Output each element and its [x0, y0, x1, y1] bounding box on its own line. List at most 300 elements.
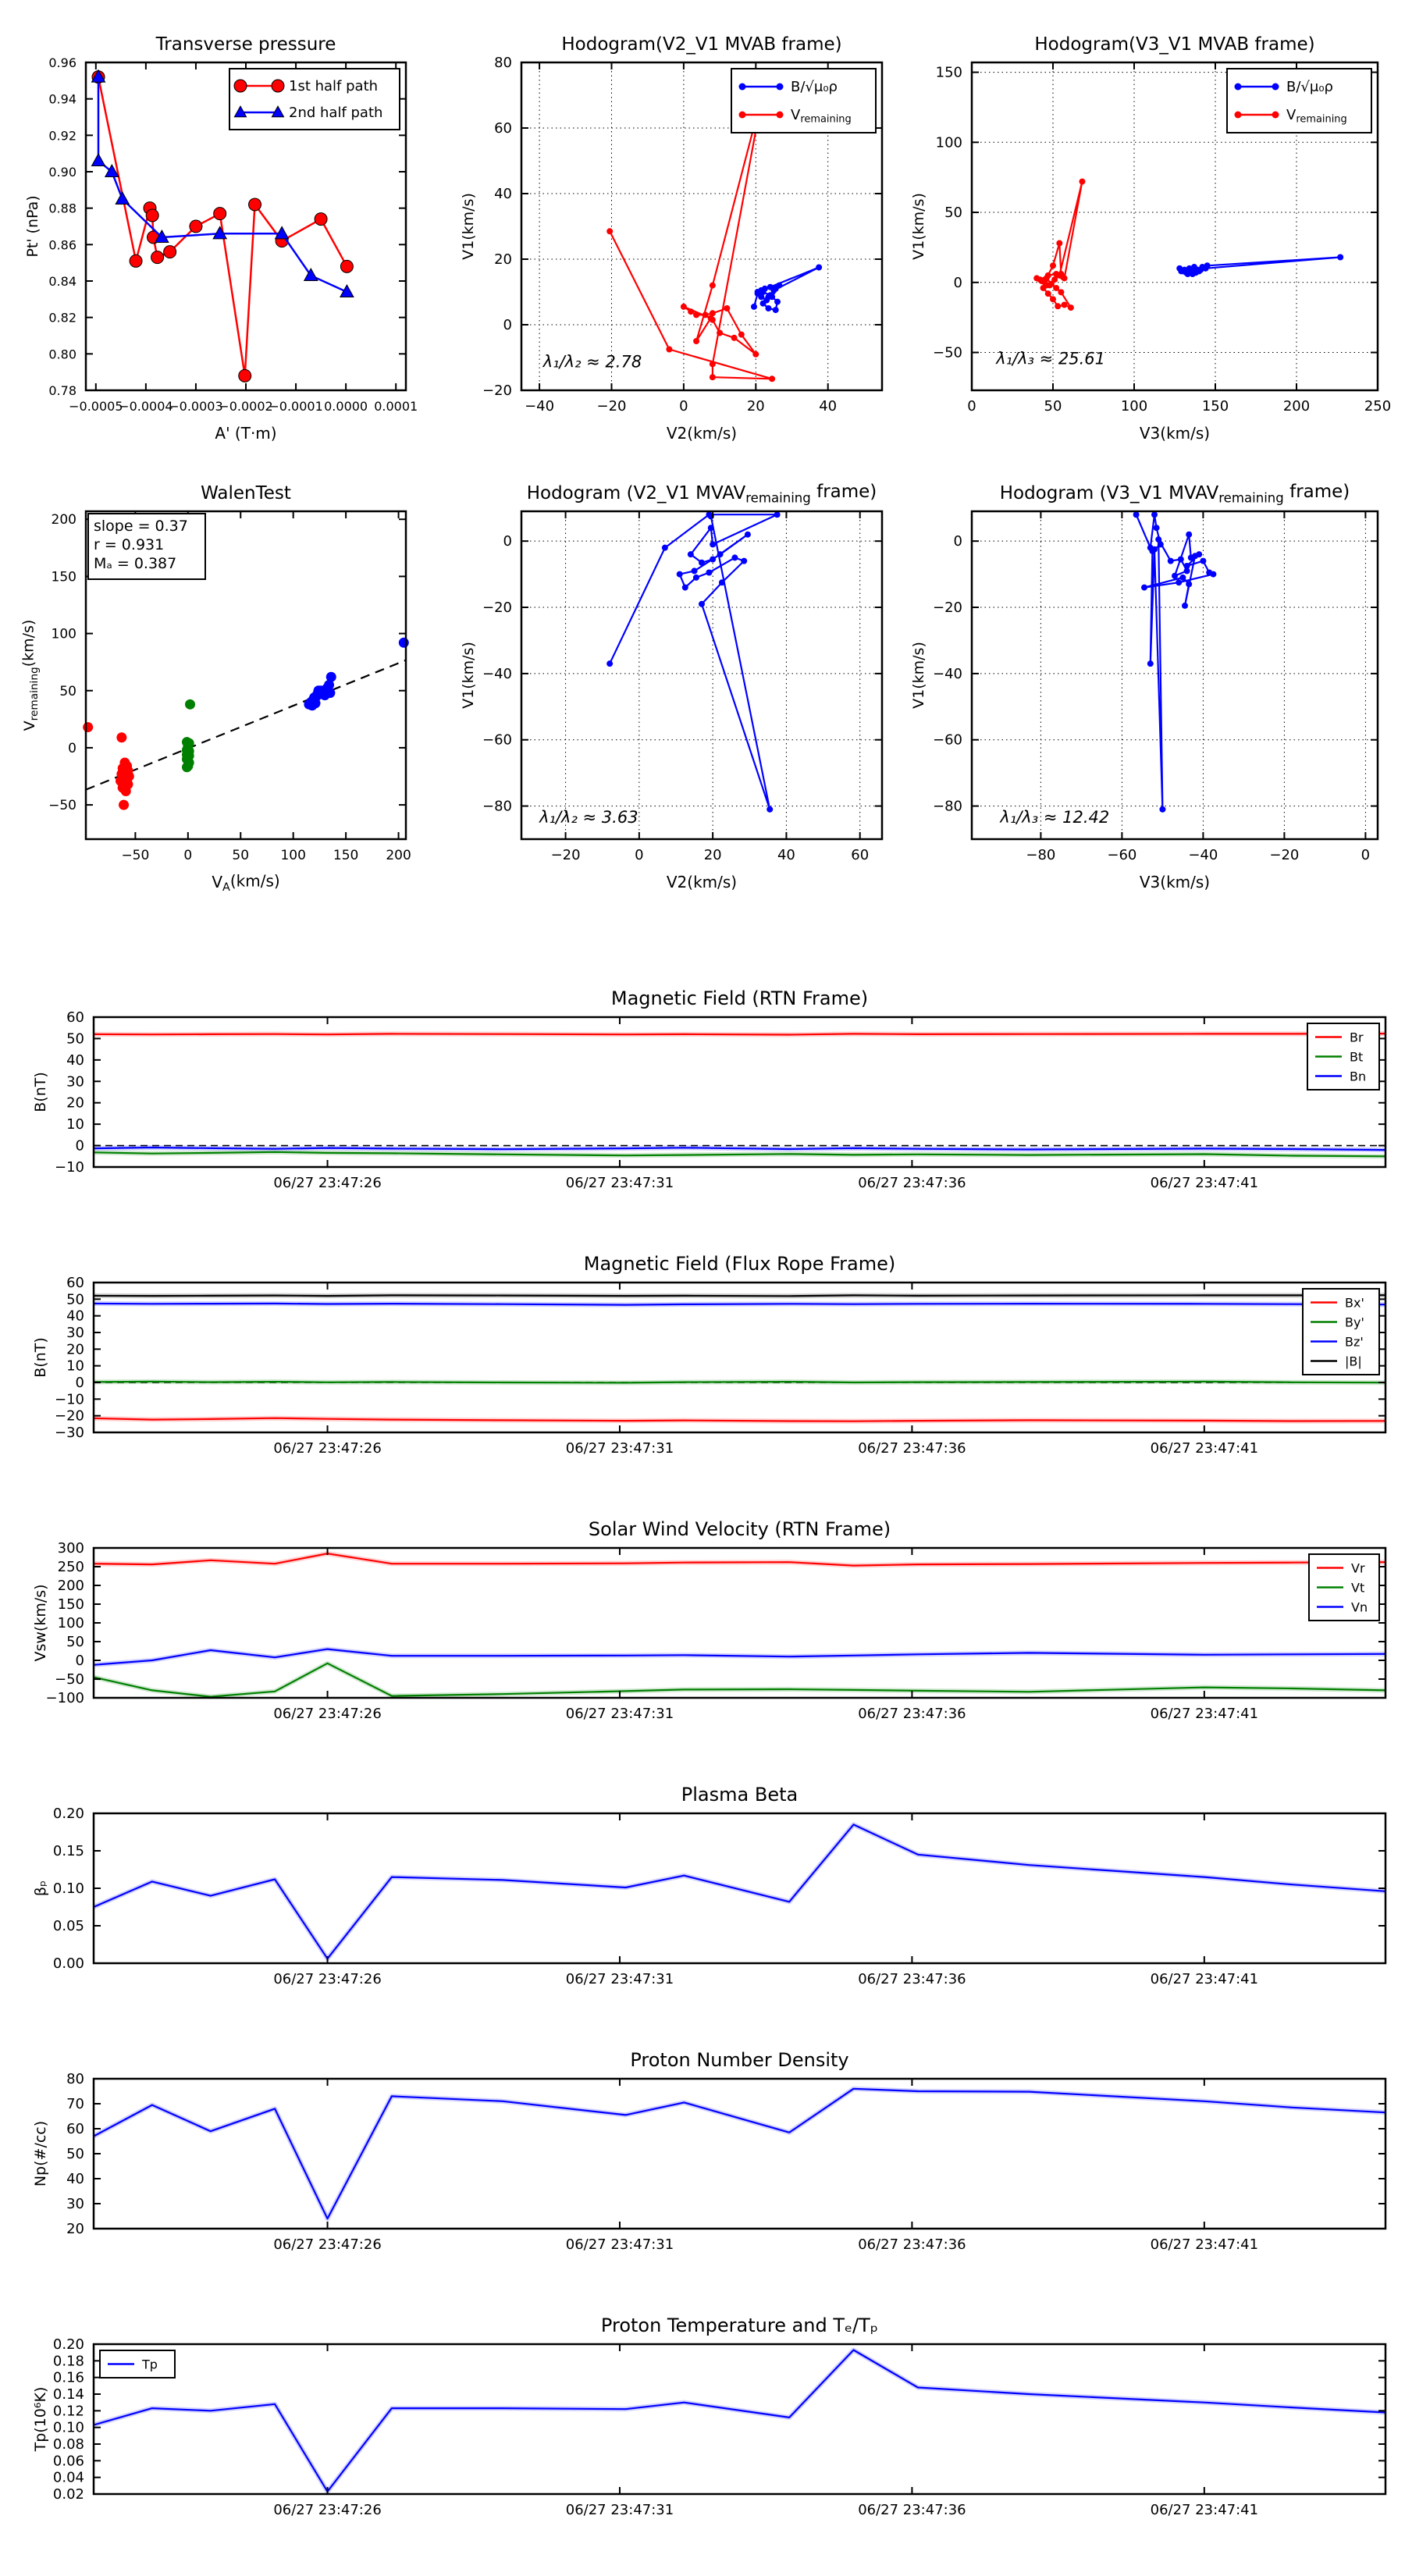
x-tick-label: 0.0000	[324, 399, 368, 414]
series-marker-V-remaining-path	[677, 571, 683, 578]
y-tick-label: 20	[66, 1341, 84, 1358]
series-marker-V-remaining	[1050, 262, 1056, 269]
y-tick-label: 300	[57, 1540, 84, 1557]
y-tick-label: 0.86	[48, 237, 76, 253]
series-marker-V-remaining	[1058, 289, 1064, 295]
y-tick-label: 0.00	[52, 1955, 84, 1972]
y-axis-label: Vsw(km/s)	[32, 1584, 49, 1662]
y-tick-label: 0	[953, 533, 962, 550]
x-tick-label: −20	[550, 847, 581, 863]
x-tick-label: −40	[1188, 847, 1218, 863]
x-tick-label: 06/27 23:47:31	[565, 1706, 674, 1722]
series-marker-V-remaining-path	[717, 551, 724, 557]
x-tick-label: 06/27 23:47:36	[858, 1175, 966, 1191]
x-axis-label: V2(km/s)	[666, 873, 738, 891]
series-marker-V-remaining-path	[682, 585, 688, 591]
y-axis-label: βₚ	[32, 1880, 49, 1897]
x-tick-label: 20	[746, 398, 765, 415]
plot-title: Hodogram(V3_V1 MVAB frame)	[1034, 34, 1315, 55]
series-marker-V-remaining	[717, 330, 723, 336]
y-tick-label: 30	[66, 1325, 84, 1341]
y-tick-label: 50	[59, 683, 76, 699]
y-tick-label: 100	[57, 1615, 84, 1631]
x-tick-label: 06/27 23:47:36	[858, 2502, 966, 2518]
y-tick-label: 20	[66, 2221, 84, 2237]
legend-label: B/√μ₀ρ	[791, 79, 838, 95]
series-marker-V-remaining-path	[1186, 532, 1192, 538]
legend-label: 2nd half path	[289, 105, 383, 121]
y-axis-label: $V_{remaining}(km/s)$	[20, 619, 41, 731]
y-tick-label: 0	[75, 1653, 84, 1669]
series-marker-V-remaining	[710, 310, 716, 316]
x-tick-label: 06/27 23:47:41	[1150, 1175, 1259, 1191]
y-tick-label: 0.20	[52, 2336, 84, 2353]
x-tick-label: 06/27 23:47:26	[273, 1971, 382, 1987]
series-marker-V-remaining	[724, 305, 730, 311]
series-marker-V-remaining	[1079, 179, 1085, 185]
series-marker-V-remaining	[1050, 296, 1056, 302]
series-marker-V-remaining-path	[767, 806, 773, 813]
x-tick-label: 06/27 23:47:31	[565, 1440, 674, 1457]
series-marker-1st-half-path	[239, 369, 251, 382]
y-tick-label: −50	[933, 344, 962, 361]
series-marker-first-interval	[121, 786, 131, 796]
x-tick-label: 06/27 23:47:36	[858, 1706, 966, 1722]
x-tick-label: 06/27 23:47:26	[273, 2502, 382, 2518]
x-tick-label: 0.0001	[374, 399, 418, 414]
legend-label: Tp	[142, 2357, 158, 2372]
series-marker-V-remaining-path	[1151, 511, 1158, 518]
series-marker-V-remaining	[1062, 302, 1068, 308]
series-marker-B-over-sqrt-mu0rho	[758, 294, 764, 300]
series-band-Vt	[94, 1663, 1385, 1697]
x-tick-label: 100	[280, 848, 306, 863]
x-tick-label: −50	[121, 848, 150, 863]
x-tick-label: 20	[703, 847, 722, 863]
series-marker-V-remaining	[1045, 272, 1051, 279]
legend-sample-marker	[234, 80, 247, 92]
y-tick-label: 0	[68, 740, 76, 756]
x-tick-label: 06/27 23:47:31	[565, 1175, 674, 1191]
legend	[1309, 1554, 1379, 1621]
series-marker-V-remaining-path	[1154, 525, 1160, 531]
eigenvalue-ratio-annotation: λ₁/λ₃ ≈ 25.61	[996, 349, 1106, 368]
x-tick-label: −60	[1107, 847, 1137, 863]
y-tick-label: 40	[66, 2171, 84, 2187]
y-axis-label: V1(km/s)	[460, 642, 477, 709]
x-tick-label: 0	[1361, 847, 1371, 863]
x-tick-label: 06/27 23:47:31	[565, 2236, 674, 2253]
y-tick-label: 0.90	[48, 165, 76, 180]
axes-spines	[94, 1548, 1385, 1698]
x-tick-label: 06/27 23:47:26	[273, 1440, 382, 1457]
series-marker-V-remaining	[1056, 240, 1062, 247]
series-marker-V-remaining	[688, 308, 694, 315]
y-tick-label: 200	[51, 512, 76, 528]
series-marker-B-over-sqrt-mu0rho	[763, 297, 770, 304]
y-tick-label: 0	[503, 533, 512, 550]
panel-proton-number-density	[32, 2049, 1385, 2253]
y-tick-label: 0.92	[48, 128, 76, 144]
y-tick-label: 0.04	[52, 2469, 84, 2486]
series-band-Vn	[94, 1649, 1385, 1665]
series-marker-V-remaining	[710, 283, 716, 289]
y-tick-label: 0.12	[52, 2403, 84, 2420]
y-tick-label: −40	[933, 665, 962, 682]
series-marker-first-interval	[83, 722, 93, 732]
y-tick-label: 50	[66, 1030, 84, 1048]
series-marker-V-remaining-path	[699, 560, 705, 566]
panel-hodogram-v2v1-mvav	[460, 482, 882, 891]
y-tick-label: 40	[494, 186, 512, 202]
y-tick-label: −20	[482, 600, 512, 617]
series-marker-2nd-half-path	[91, 154, 105, 165]
series-marker-V-remaining-path	[1200, 558, 1206, 564]
legend	[100, 2350, 175, 2378]
legend-label: Vr	[1351, 1560, 1365, 1576]
panel-magnetic-field-flux-rope	[32, 1253, 1385, 1457]
x-tick-label: −40	[525, 398, 555, 415]
y-tick-label: 30	[66, 1073, 84, 1091]
eigenvalue-ratio-annotation: λ₁/λ₂ ≈ 2.78	[542, 352, 642, 372]
series-marker-V-remaining-path	[693, 575, 699, 581]
plot-title: Magnetic Field (Flux Rope Frame)	[583, 1253, 896, 1275]
y-axis-label: B(nT)	[32, 1072, 49, 1112]
series-marker-V-remaining	[681, 304, 687, 310]
y-tick-label: 0.08	[52, 2436, 84, 2453]
panel-transverse-pressure	[24, 34, 418, 443]
legend-label: Vn	[1351, 1599, 1368, 1615]
y-tick-label: −80	[482, 798, 512, 815]
legend-label: Bt	[1350, 1049, 1364, 1065]
series-marker-V-remaining-path	[1141, 585, 1147, 591]
y-tick-label: 0	[953, 274, 962, 291]
series-marker-1st-half-path	[146, 209, 158, 222]
y-tick-label: −20	[482, 382, 512, 399]
series-marker-V-remaining-path	[706, 569, 712, 575]
plot-title: Proton Number Density	[630, 2049, 849, 2071]
x-tick-label: −20	[1269, 847, 1300, 863]
series-marker-V-remaining	[731, 335, 738, 341]
series-marker-V-remaining-path	[688, 551, 694, 557]
series-marker-2nd-half-path	[116, 192, 129, 204]
legend-label: $V_{remaining}$	[791, 107, 852, 126]
y-tick-label: 0.80	[48, 347, 76, 362]
y-tick-label: −20	[55, 1407, 84, 1425]
series-marker-V-remaining	[1051, 276, 1058, 283]
series-marker-1st-half-path	[164, 246, 176, 258]
series-marker-V-remaining	[606, 228, 613, 234]
plot-title: Hodogram (V3_V1 $MVAV_{remaining}$ frame)	[999, 482, 1350, 506]
series-marker-B-over-sqrt-mu0rho	[774, 299, 781, 305]
series-marker-V-remaining	[1037, 276, 1043, 283]
series-marker-B-over-sqrt-mu0rho	[1337, 254, 1343, 260]
y-axis-label: Tp(10⁶K)	[32, 2386, 49, 2452]
y-tick-label: −20	[933, 600, 962, 617]
series-marker-first-interval	[116, 732, 126, 742]
series-marker-V-remaining-path	[1184, 563, 1190, 569]
series-marker-middle-interval	[185, 699, 195, 710]
series-marker-B-over-sqrt-mu0rho	[773, 307, 779, 313]
stats-box-line: Mₐ = 0.387	[94, 555, 177, 572]
axes-spines	[94, 2344, 1385, 2494]
panel-walen-test	[20, 483, 411, 894]
y-tick-label: −40	[482, 665, 512, 682]
series-marker-V-remaining-path	[774, 511, 781, 518]
y-tick-label: 0.94	[48, 91, 76, 107]
x-tick-label: 250	[1364, 398, 1392, 415]
plot-title: Hodogram (V2_V1 $MVAV_{remaining}$ frame)	[526, 482, 877, 506]
panel-plasma-beta	[32, 1784, 1385, 1987]
series-marker-1st-half-path	[340, 260, 353, 272]
panel-magnetic-field-rtn	[32, 987, 1385, 1191]
legend-sample-marker	[777, 112, 784, 119]
x-tick-label: 06/27 23:47:36	[858, 1971, 966, 1987]
series-marker-V-remaining-path	[606, 660, 613, 667]
legend-label: Br	[1350, 1030, 1364, 1045]
series-marker-V-remaining	[710, 317, 716, 323]
series-marker-2nd-half-path	[340, 285, 354, 297]
series-marker-B-over-sqrt-mu0rho	[816, 265, 822, 271]
x-tick-label: −0.0005	[69, 399, 123, 414]
series-marker-V-remaining	[1059, 274, 1065, 280]
legend-sample-marker	[272, 80, 284, 92]
y-tick-label: 150	[935, 64, 962, 81]
legend-label: Bx'	[1345, 1295, 1364, 1311]
x-tick-label: 40	[777, 847, 795, 863]
panel-hodogram-v2v1-mvab	[460, 34, 882, 443]
legend-label: By'	[1345, 1315, 1364, 1330]
series-marker-V-remaining	[1040, 285, 1047, 291]
x-tick-label: 06/27 23:47:36	[858, 2236, 966, 2253]
y-tick-label: 80	[494, 55, 512, 71]
series-band-Tp	[94, 2350, 1385, 2492]
series-marker-B-over-sqrt-mu0rho	[765, 305, 771, 311]
plot-title: Solar Wind Velocity (RTN Frame)	[588, 1518, 891, 1540]
series-marker-V-remaining-path	[1133, 511, 1140, 518]
x-tick-label: 0	[679, 398, 688, 415]
y-tick-label: 20	[494, 251, 512, 268]
series-marker-V-remaining-path	[708, 525, 714, 531]
eigenvalue-ratio-annotation: λ₁/λ₂ ≈ 3.63	[539, 808, 638, 827]
stats-box-line: r = 0.931	[94, 536, 165, 553]
series-marker-V-remaining-path	[692, 568, 698, 574]
series-marker-V-remaining-path	[1168, 558, 1174, 564]
series-marker-V-remaining-path	[1182, 603, 1188, 609]
series-line-B-magnitude	[94, 1295, 1385, 1296]
series-band-Np	[94, 2089, 1385, 2218]
y-tick-label: 0.06	[52, 2453, 84, 2470]
y-axis-label: Pt' (nPa)	[24, 195, 41, 258]
plot-title: Transverse pressure	[155, 34, 336, 55]
x-tick-label: 06/27 23:47:41	[1150, 1440, 1259, 1457]
series-marker-V-remaining	[752, 351, 759, 358]
x-tick-label: −0.0003	[169, 399, 223, 414]
y-tick-label: −50	[55, 1671, 84, 1688]
y-tick-label: 60	[66, 2121, 84, 2137]
x-tick-label: 50	[232, 848, 250, 863]
y-tick-label: 40	[66, 1308, 84, 1325]
series-marker-V-remaining	[1045, 290, 1051, 297]
legend-sample-marker	[739, 84, 746, 91]
y-tick-label: 200	[57, 1578, 84, 1594]
legend-label: $V_{remaining}$	[1286, 107, 1347, 126]
series-marker-V-remaining-path	[1172, 573, 1178, 579]
y-tick-label: 0.10	[52, 1880, 84, 1897]
series-marker-V-remaining-path	[741, 558, 747, 564]
y-tick-label: 0.15	[52, 1843, 84, 1859]
x-tick-label: 06/27 23:47:31	[565, 2502, 674, 2518]
x-tick-label: 06/27 23:47:31	[565, 1971, 674, 1987]
legend-sample-marker	[777, 84, 784, 91]
plot-title: Magnetic Field (RTN Frame)	[610, 987, 869, 1009]
x-tick-label: 100	[1120, 398, 1148, 415]
stats-box-line: slope = 0.37	[94, 518, 188, 535]
series-marker-V-remaining-path	[731, 554, 738, 560]
y-tick-label: 100	[935, 134, 962, 151]
y-tick-label: 0	[75, 1137, 84, 1155]
legend-label: Bn	[1350, 1069, 1367, 1084]
x-tick-label: 0	[183, 848, 193, 863]
y-tick-label: 50	[66, 1291, 84, 1308]
y-tick-label: 30	[66, 2196, 84, 2212]
y-tick-label: −60	[482, 731, 512, 749]
x-tick-label: 40	[819, 398, 838, 415]
y-tick-label: 0.20	[52, 1806, 84, 1822]
series-marker-V-remaining-path	[1178, 557, 1184, 563]
y-axis-label: V1(km/s)	[460, 193, 477, 260]
series-marker-V-remaining-path	[745, 532, 751, 538]
y-axis-label: B(nT)	[32, 1337, 49, 1378]
y-tick-label: 250	[57, 1559, 84, 1575]
y-tick-label: 80	[66, 2071, 84, 2087]
series-marker-V-remaining	[710, 361, 716, 367]
series-marker-B-over-sqrt-mu0rho	[776, 283, 782, 289]
x-tick-label: 06/27 23:47:41	[1150, 1971, 1259, 1987]
series-marker-middle-interval	[182, 762, 192, 772]
y-tick-label: 50	[66, 1634, 84, 1650]
y-tick-label: 50	[66, 2146, 84, 2162]
x-tick-label: 06/27 23:47:41	[1150, 2502, 1259, 2518]
series-marker-V-remaining	[693, 338, 699, 344]
y-tick-label: 0.78	[48, 383, 76, 398]
plot-title: Plasma Beta	[681, 1784, 799, 1806]
x-tick-label: 06/27 23:47:26	[273, 1175, 382, 1191]
series-marker-B-over-sqrt-mu0rho	[1188, 268, 1194, 274]
panel-hodogram-v3v1-mvav	[910, 482, 1378, 891]
series-marker-V-remaining-path	[1179, 575, 1186, 581]
series-marker-V-remaining	[1068, 304, 1074, 311]
axes-spines	[94, 1017, 1385, 1167]
series-marker-V-remaining-path	[1159, 806, 1165, 813]
series-marker-B-over-sqrt-mu0rho	[751, 304, 757, 310]
legend-label: B/√μ₀ρ	[1286, 79, 1333, 95]
y-tick-label: −10	[55, 1391, 84, 1408]
y-tick-label: 0.10	[52, 2419, 84, 2436]
legend-sample-marker	[1235, 112, 1242, 119]
y-tick-label: 10	[66, 1357, 84, 1375]
x-tick-label: 0	[967, 398, 976, 415]
series-marker-V-remaining-path	[1155, 536, 1161, 543]
x-tick-label: −20	[596, 398, 627, 415]
y-tick-label: 40	[66, 1051, 84, 1069]
series-marker-V-remaining-path	[1176, 579, 1182, 585]
x-tick-label: 06/27 23:47:41	[1150, 1706, 1259, 1722]
x-axis-label: $V_A(km/s)$	[212, 871, 280, 895]
x-tick-label: 0	[635, 847, 644, 863]
y-tick-label: 0.16	[52, 2369, 84, 2386]
legend-sample-marker	[739, 112, 746, 119]
x-axis-label: V3(km/s)	[1139, 424, 1211, 443]
y-tick-label: −10	[55, 1159, 84, 1176]
legend	[1303, 1289, 1379, 1375]
series-marker-V-remaining-path	[1186, 581, 1192, 587]
y-tick-label: 100	[51, 626, 76, 642]
y-tick-label: 0.05	[52, 1918, 84, 1934]
y-tick-label: 60	[494, 120, 512, 137]
y-tick-label: 60	[66, 1275, 84, 1291]
series-marker-V-remaining	[1055, 303, 1061, 309]
y-tick-label: 60	[66, 1009, 84, 1026]
series-marker-1st-half-path	[315, 213, 327, 226]
y-tick-label: −100	[45, 1690, 84, 1706]
series-marker-1st-half-path	[151, 251, 164, 264]
legend	[731, 69, 876, 133]
x-tick-label: −0.0002	[219, 399, 273, 414]
series-marker-first-interval	[119, 800, 129, 810]
series-marker-V-remaining	[710, 374, 716, 380]
x-tick-label: 150	[1201, 398, 1229, 415]
legend-label: Bz'	[1345, 1334, 1364, 1350]
series-marker-V-remaining	[702, 311, 709, 318]
legend-sample-marker	[1272, 84, 1279, 91]
x-tick-label: −0.0004	[119, 399, 173, 414]
y-tick-label: 0.14	[52, 2386, 84, 2403]
y-tick-label: 20	[66, 1094, 84, 1112]
eigenvalue-ratio-annotation: λ₁/λ₃ ≈ 12.42	[1000, 808, 1110, 827]
y-tick-label: 0	[503, 317, 512, 333]
x-tick-label: 60	[851, 847, 870, 863]
series-marker-V-remaining-path	[710, 541, 716, 547]
y-axis-label: V1(km/s)	[910, 193, 927, 260]
y-tick-label: 0.18	[52, 2353, 84, 2370]
y-axis-label: Np(#/cc)	[32, 2120, 49, 2187]
x-tick-label: 06/27 23:47:41	[1150, 2236, 1259, 2253]
series-marker-V-remaining-path	[1151, 546, 1158, 553]
x-axis-label: V3(km/s)	[1139, 873, 1211, 891]
x-tick-label: 06/27 23:47:26	[273, 2236, 382, 2253]
y-tick-label: 10	[66, 1116, 84, 1133]
x-tick-label: 06/27 23:47:26	[273, 1706, 382, 1722]
series-line-V-remaining	[610, 92, 772, 379]
legend	[1227, 69, 1371, 133]
series-marker-last-interval	[324, 680, 334, 690]
legend-sample-marker	[1272, 112, 1279, 119]
series-marker-1st-half-path	[190, 220, 202, 233]
plot-title: Proton Temperature and Tₑ/Tₚ	[600, 2314, 879, 2336]
y-tick-label: −30	[55, 1425, 84, 1441]
plot-title: Hodogram(V2_V1 MVAB frame)	[561, 34, 842, 55]
y-tick-label: 50	[944, 205, 962, 222]
y-axis-label: V1(km/s)	[910, 642, 927, 709]
panel-solar-wind-velocity	[32, 1518, 1385, 1722]
y-tick-label: 150	[51, 569, 76, 585]
series-marker-V-remaining-path	[662, 545, 668, 551]
y-tick-label: −50	[48, 798, 76, 814]
x-tick-label: −80	[1026, 847, 1056, 863]
x-tick-label: 200	[386, 848, 411, 863]
y-tick-label: 0.82	[48, 310, 76, 326]
